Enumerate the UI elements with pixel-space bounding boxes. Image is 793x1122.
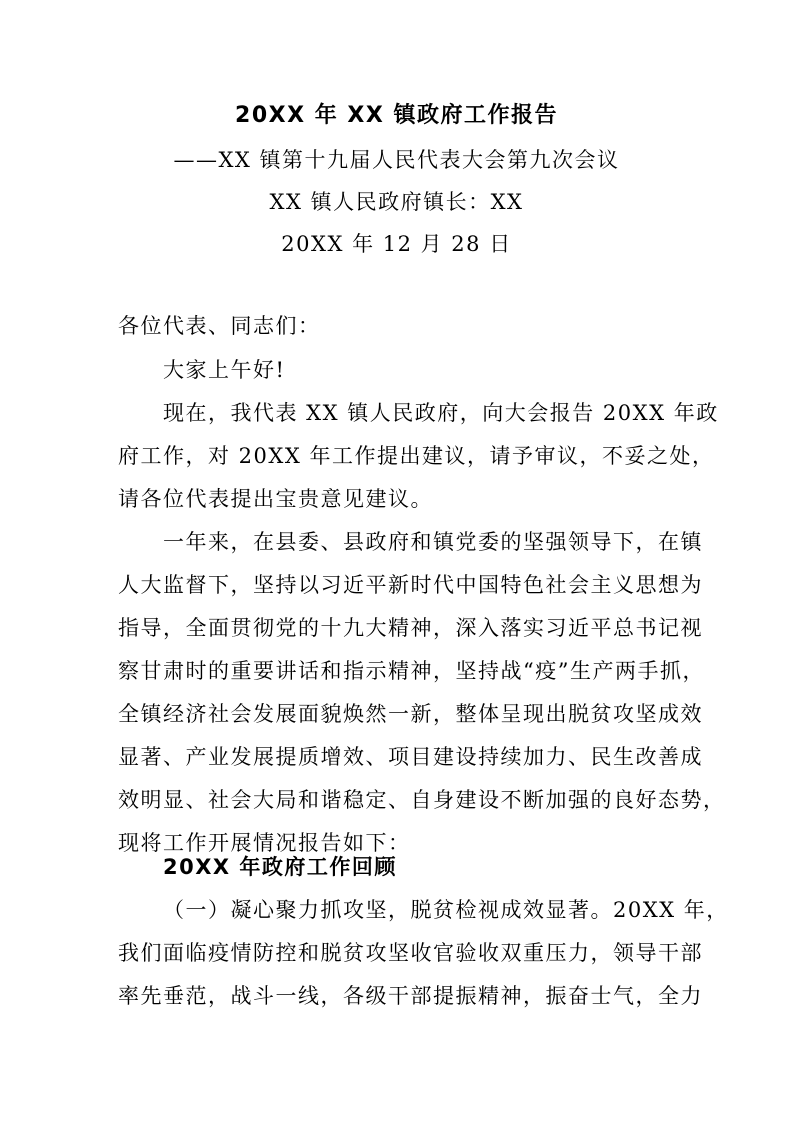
paragraph-line: 率先垂范，战斗一线，各级干部提振精神，振奋士气，全力	[118, 984, 703, 1008]
section-heading: 20XX 年政府工作回顾	[163, 855, 397, 879]
paragraph-line: 现将工作开展情况报告如下：	[118, 831, 411, 855]
greeting: 大家上午好!	[163, 358, 286, 382]
paragraph-line: 人大监督下，坚持以习近平新时代中国特色社会主义思想为	[118, 573, 703, 597]
document-subtitle: ——XX 镇第十九届人民代表大会第九次会议	[173, 148, 620, 172]
paragraph-line: 我们面临疫情防控和脱贫攻坚收官验收双重压力，领导干部	[118, 941, 703, 965]
paragraph-line: 府工作，对 20XX 年工作提出建议，请予审议，不妥之处，	[118, 444, 715, 468]
paragraph-line: 察甘肃时的重要讲话和指示精神，坚持战“疫”生产两手抓，	[118, 659, 705, 683]
paragraph-line: （一）凝心聚力抓攻坚，脱贫检视成效显著。20XX 年，	[163, 898, 729, 922]
paragraph-line: 现在，我代表 XX 镇人民政府，向大会报告 20XX 年政	[163, 401, 719, 425]
paragraph-line: 效明显、社会大局和谐稳定、自身建设不断加强的良好态势，	[118, 788, 726, 812]
document-speaker: XX 镇人民政府镇长：XX	[269, 190, 524, 214]
paragraph-line: 全镇经济社会发展面貌焕然一新，整体呈现出脱贫攻坚成效	[118, 702, 703, 726]
paragraph-line: 指导，全面贯彻党的十九大精神，深入落实习近平总书记视	[118, 616, 703, 640]
paragraph-line: 请各位代表提出宝贵意见建议。	[118, 487, 433, 511]
paragraph-line: 显著、产业发展提质增效、项目建设持续加力、民生改善成	[118, 745, 703, 769]
document-date: 20XX 年 12 月 28 日	[281, 232, 512, 256]
document-title: 20XX 年 XX 镇政府工作报告	[235, 103, 558, 128]
paragraph-line: 一年来，在县委、县政府和镇党委的坚强领导下，在镇	[163, 530, 703, 554]
salutation: 各位代表、同志们：	[118, 314, 321, 338]
